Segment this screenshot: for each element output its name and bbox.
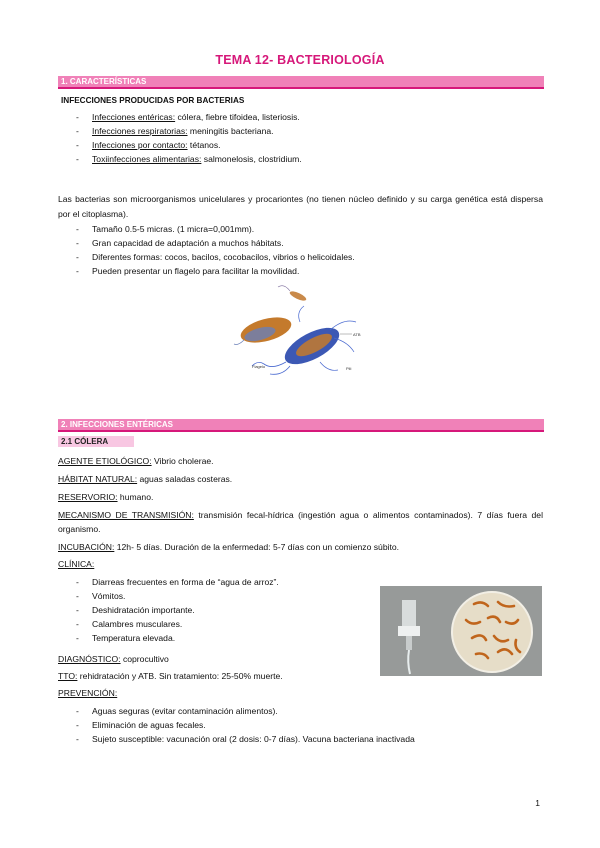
habitat-natural: HÁBITAT NATURAL: aguas saladas costeras. bbox=[58, 474, 233, 484]
section-header-caracteristicas: 1. CARACTERÍSTICAS bbox=[58, 76, 544, 89]
incubacion: INCUBACIÓN: 12h- 5 días. Duración de la enfermedad: 5-7 días con un comienzo súbito. bbox=[58, 542, 400, 552]
figure-label-pili: Pili bbox=[346, 366, 352, 371]
bacteria-paragraph: Las bacterias son microorganismos unicelulares y procariontes (no tienen núcleo definido y su carga genética está dispersa por el citoplasma). bbox=[58, 194, 543, 219]
subsection-colera: 2.1 CÓLERA bbox=[58, 436, 134, 447]
mecanismo-transmision: MECANISMO DE TRANSMISIÓN: transmisión fecal-hídrica (ingestión agua o alimentos contaminados). 7 días fuera del organismo. bbox=[58, 510, 543, 534]
subheading-infecciones: INFECCIONES PRODUCIDAS POR BACTERIAS bbox=[61, 96, 245, 105]
figure-label-atb: ATB bbox=[353, 332, 361, 337]
orange-bacterium-icon bbox=[234, 313, 294, 348]
petri-dish-photo bbox=[380, 586, 542, 676]
page-title: TEMA 12- BACTERIOLOGÍA bbox=[215, 53, 385, 67]
reservorio: RESERVORIO: humano. bbox=[58, 492, 154, 502]
prevencion-label: PREVENCIÓN: bbox=[58, 688, 118, 698]
clinica-label: CLÍNICA: bbox=[58, 559, 95, 569]
tratamiento: TTO: rehidratación y ATB. Sin tratamiento: 25-50% muerte. bbox=[58, 671, 283, 681]
section-header-infecciones-entericas: 2. INFECCIONES ENTÉRICAS bbox=[58, 419, 544, 432]
diagnostico: DIAGNÓSTICO: coprocultivo bbox=[58, 654, 169, 664]
figure-label-flagelo: Flagelo bbox=[252, 364, 266, 369]
small-bacterium-icon bbox=[278, 286, 307, 303]
agente-etiologico: AGENTE ETIOLÓGICO: Vibrio cholerae. bbox=[58, 456, 214, 466]
page-number: 1 bbox=[535, 798, 540, 808]
bacteria-illustration bbox=[230, 282, 370, 378]
